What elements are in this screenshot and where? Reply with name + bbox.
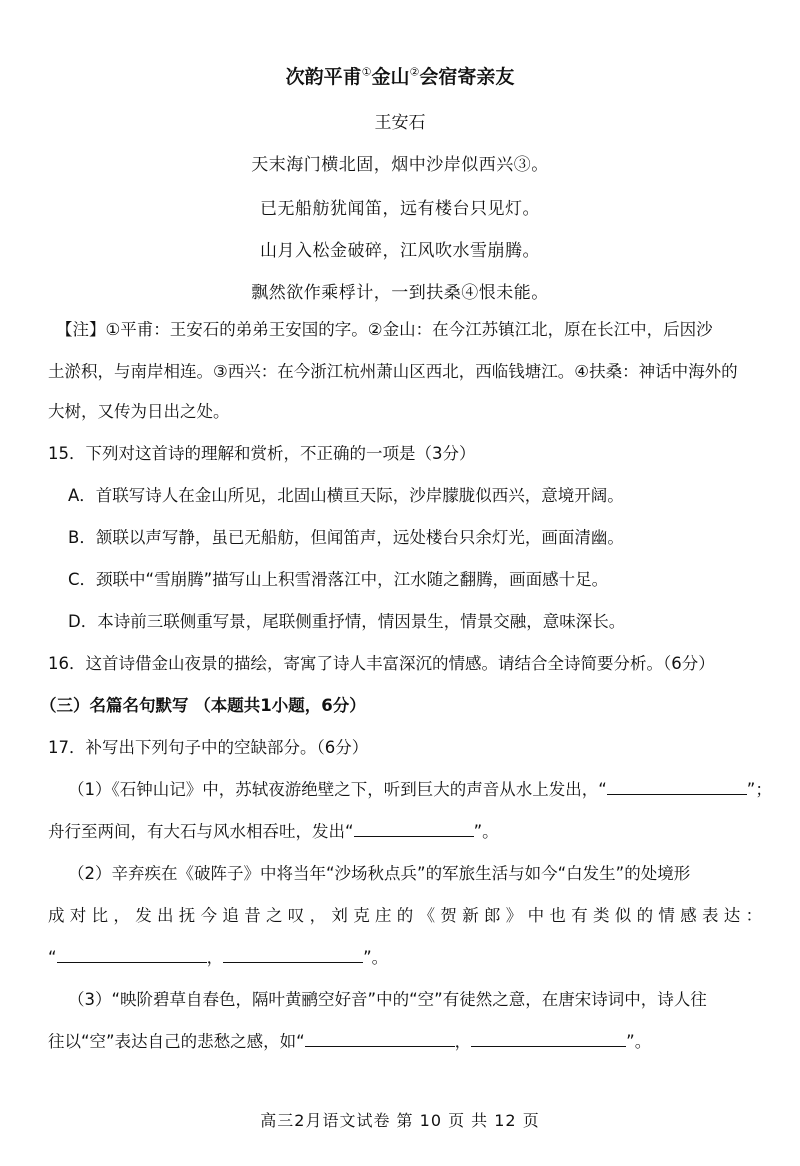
question-17-part-2-line-1: （2）辛弃疾在《破阵子》中将当年“沙场秋点兵”的军旅生活与如今“白发生”的处境形	[68, 864, 691, 883]
poem-title-part3: 会宿寄亲友	[419, 66, 515, 88]
poem-title	[0, 62, 800, 89]
question-15-option-d: D．本诗前三联侧重写景，尾联侧重抒情，情因景生，情景交融，意味深长。	[68, 612, 626, 631]
q17-p3-text-d: ”。	[626, 1032, 652, 1051]
question-17-part-1-line-2	[48, 818, 770, 846]
q17-p1-text-a: （1）《石钟山记》中，苏轼夜游绝壁之下，听到巨大的声音从水上发出，“	[68, 780, 607, 799]
question-17-stem: 17．补写出下列句子中的空缺部分。（6分）	[48, 738, 369, 757]
q17-p3-text-b: 往以“空”表达自己的悲愁之感，如“	[48, 1032, 305, 1051]
poem-title-part2: 金山	[371, 66, 410, 88]
answer-blank-4[interactable]	[223, 944, 363, 963]
q17-p2-text-e: ”。	[363, 948, 389, 967]
page-footer: 高三2月语文试卷 第 10 页 共 12 页	[260, 1111, 540, 1130]
question-17-part-2-line-2: 成对比，发出抚今追昔之叹，刘克庄的《贺新郎》中也有类似的情感表达：	[48, 906, 768, 925]
q17-p1-text-d: ”。	[473, 822, 499, 841]
footnote-marker-1: ①	[361, 65, 372, 79]
poem-verse-2: 已无船舫犹闻笛，远有楼台只见灯。	[260, 199, 540, 219]
question-17-part-3-line-1: （3）“映阶碧草自春色，隔叶黄鹂空好音”中的“空”有徒然之意，在唐宋诗词中，诗人往	[68, 990, 707, 1009]
question-15-option-a: A．首联写诗人在金山所见，北固山横亘天际，沙岸朦胧似西兴，意境开阔。	[68, 486, 624, 505]
poem-author: 王安石	[374, 113, 426, 133]
question-17-part-3-line-2	[48, 1028, 770, 1056]
note-line-2: 土淤积，与南岸相连。③西兴：在今浙江杭州萧山区西北，西临钱塘江。④扶桑：神话中海外的	[48, 362, 738, 381]
q17-p1-text-b: ”；	[746, 780, 772, 799]
answer-blank-1[interactable]	[607, 776, 747, 795]
answer-blank-2[interactable]	[354, 818, 474, 837]
poem-verse-1: 天末海门横北固，烟中沙岸似西兴③。	[251, 155, 549, 175]
q17-p1-text-c: 舟行至两间，有大石与风水相吞吐，发出“	[48, 822, 354, 841]
question-15-option-c: C．颈联中“雪崩腾”描写山上积雪滑落江中，江水随之翻腾，画面感十足。	[68, 570, 609, 589]
question-16-stem: 16．这首诗借金山夜景的描绘，寄寓了诗人丰富深沉的情感。请结合全诗简要分析。（6分）	[48, 654, 715, 673]
answer-blank-3[interactable]	[57, 944, 207, 963]
poem-verse-4: 飘然欲作乘桴计，一到扶桑④恨未能。	[251, 283, 549, 303]
q17-p3-text-c: ，	[454, 1032, 472, 1051]
footnote-marker-2: ②	[409, 65, 420, 79]
note-line-1: 【注】①平甫：王安石的弟弟王安国的字。②金山：在今江苏镇江北，原在长江中，后因沙	[56, 320, 713, 339]
note-line-3: 大树，又传为日出之处。	[48, 402, 230, 421]
answer-blank-6[interactable]	[471, 1028, 626, 1047]
poem-verse-3: 山月入松金破碎，江风吹水雪崩腾。	[260, 241, 540, 261]
question-17-part-2-line-3	[48, 944, 770, 972]
q17-p2-text-c: “	[48, 948, 57, 967]
question-15-stem: 15．下列对这首诗的理解和赏析，不正确的一项是（3分）	[48, 444, 476, 463]
answer-blank-5[interactable]	[305, 1028, 455, 1047]
section-3-heading: （三）名篇名句默写 （本题共1小题，6分）	[40, 696, 366, 715]
question-15-option-b: B．颔联以声写静，虽已无船舫，但闻笛声，远处楼台只余灯光，画面清幽。	[68, 528, 624, 547]
question-17-part-1-line-1	[68, 776, 770, 804]
poem-title-part1: 次韵平甫	[285, 66, 362, 88]
q17-p2-text-d: ，	[206, 948, 224, 967]
